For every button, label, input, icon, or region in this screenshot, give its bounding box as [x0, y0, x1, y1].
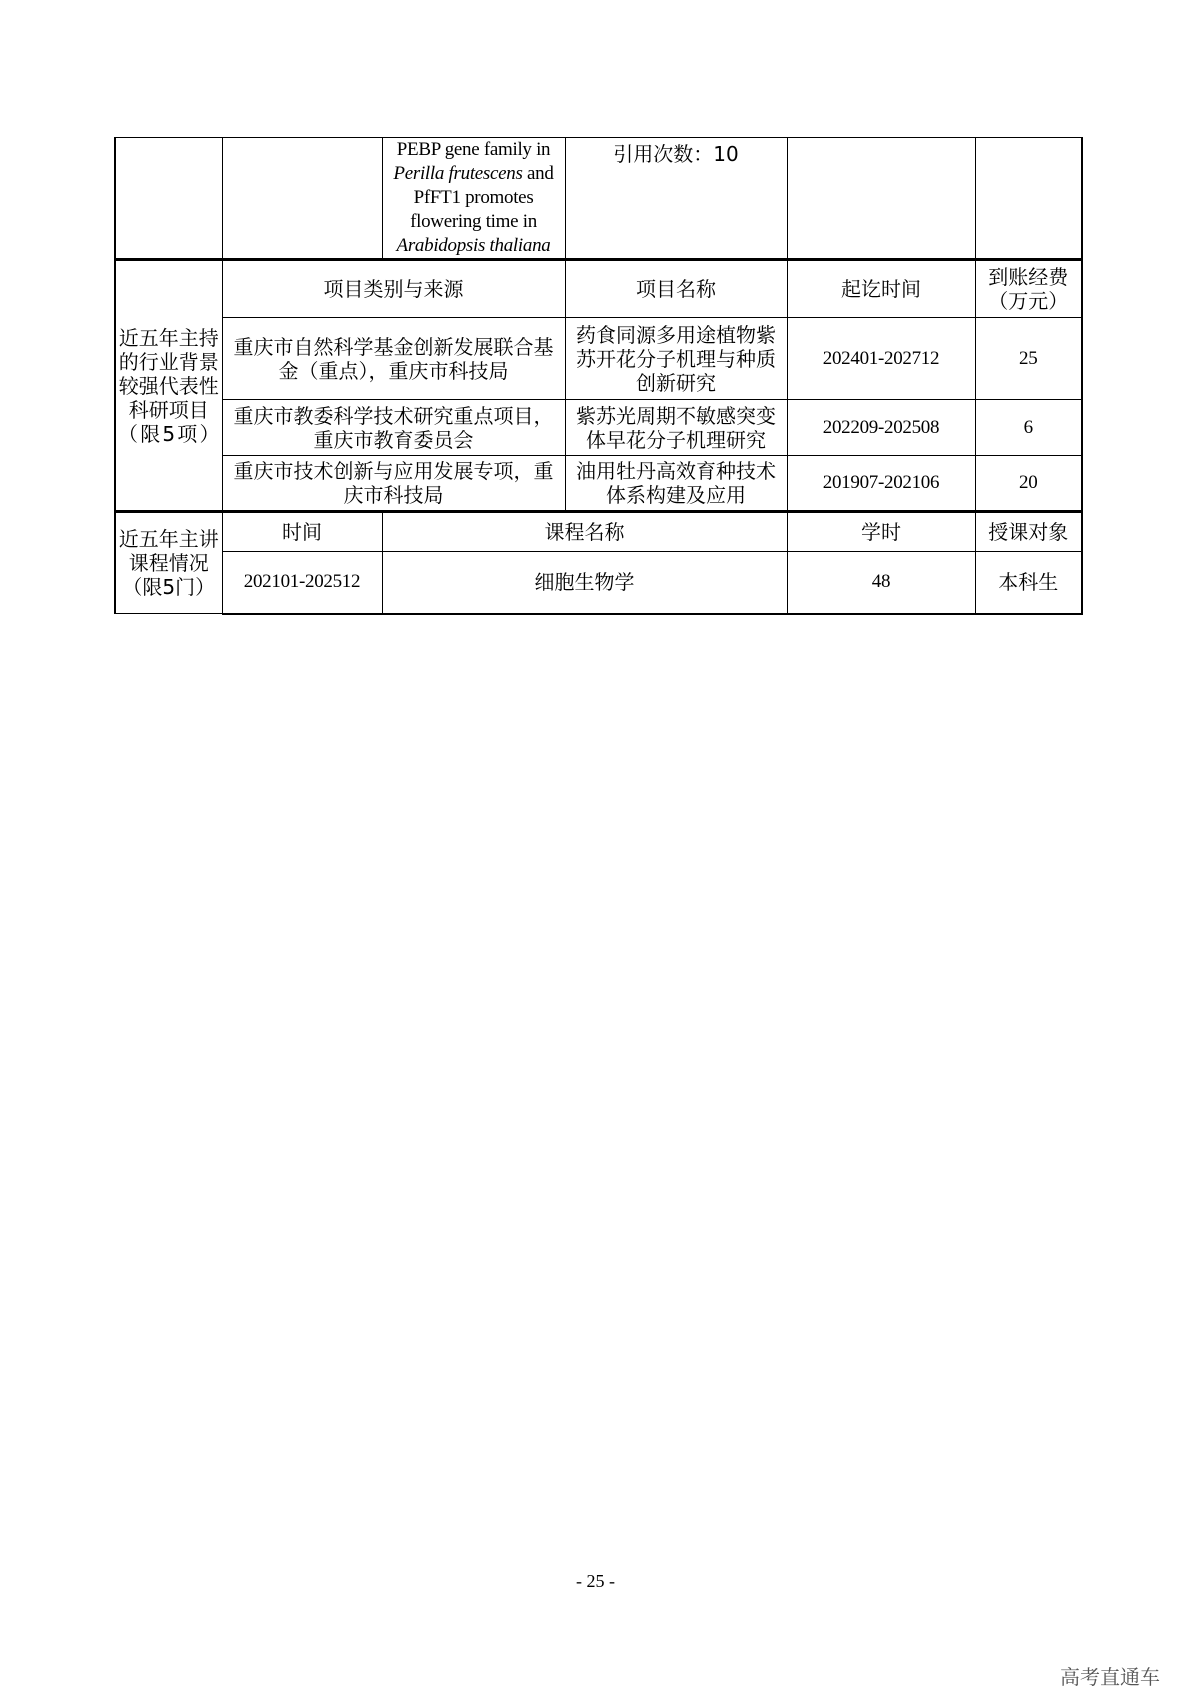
page-number: - 25 -: [576, 1571, 615, 1591]
courses-section-label: 近五年主讲课程情况（限5门）: [115, 512, 222, 614]
project-source: 重庆市技术创新与应用发展专项，重庆市科技局: [222, 456, 565, 512]
project-funding: 20: [975, 456, 1082, 512]
project-row: [115, 456, 1082, 512]
paper-citation-count: 引用次数：10: [565, 138, 787, 260]
project-name: 油用牡丹高效育种技术体系构建及应用: [565, 456, 787, 512]
projects-header-name: 项目名称: [565, 260, 787, 318]
project-period: 201907-202106: [787, 456, 975, 512]
courses-header-hours: 学时: [787, 512, 975, 552]
courses-header-time: 时间: [222, 512, 382, 552]
courses-header-row: [115, 512, 1082, 552]
projects-header-period: 起讫时间: [787, 260, 975, 318]
course-audience: 本科生: [975, 552, 1082, 614]
paper-row-empty-cell: [222, 138, 382, 260]
courses-header-audience: 授课对象: [975, 512, 1082, 552]
watermark: 高考直通车: [1060, 1665, 1160, 1689]
project-source: 重庆市自然科学基金创新发展联合基金（重点），重庆市科技局: [222, 318, 565, 400]
course-name: 细胞生物学: [382, 552, 787, 614]
project-funding: 25: [975, 318, 1082, 400]
projects-section-label: 近五年主持的行业背景较强代表性科研项目（限5项）: [115, 260, 222, 512]
projects-header-funding: 到账经费（万元）: [975, 260, 1082, 318]
courses-header-name: 课程名称: [382, 512, 787, 552]
course-hours: 48: [787, 552, 975, 614]
project-row: [115, 400, 1082, 456]
course-time: 202101-202512: [222, 552, 382, 614]
project-period: 202401-202712: [787, 318, 975, 400]
paper-row-empty-cell: [975, 138, 1082, 260]
paper-row: [115, 138, 1082, 260]
project-name: 药食同源多用途植物紫苏开花分子机理与种质创新研究: [565, 318, 787, 400]
project-name: 紫苏光周期不敏感突变体早花分子机理研究: [565, 400, 787, 456]
projects-header-row: [115, 260, 1082, 318]
project-funding: 6: [975, 400, 1082, 456]
profile-table: [114, 137, 1083, 615]
paper-row-label-cell: [115, 138, 222, 260]
paper-row-empty-cell: [787, 138, 975, 260]
course-row: [115, 552, 1082, 614]
paper-title: PEBP gene family in Perilla frutescens and PfFT1 promotes flowering time in Arabidopsis thaliana: [382, 138, 565, 260]
projects-header-source: 项目类别与来源: [222, 260, 565, 318]
project-period: 202209-202508: [787, 400, 975, 456]
project-row: [115, 318, 1082, 400]
project-source: 重庆市教委科学技术研究重点项目，重庆市教育委员会: [222, 400, 565, 456]
